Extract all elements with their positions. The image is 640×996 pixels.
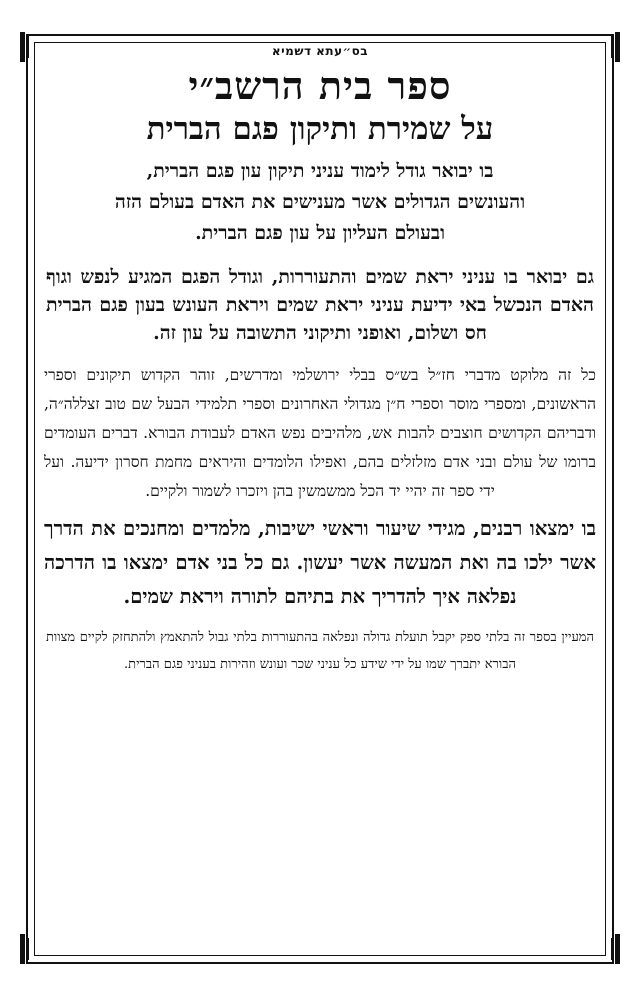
intro-line-2: והעונשים הגדולים אשר מענישים את האדם בעולם הזה [114, 191, 526, 213]
corner-ornament-top-right [608, 32, 620, 62]
book-subtitle: על שמירת ותיקון פגם הברית [146, 111, 494, 147]
corner-ornament-top-left [20, 32, 32, 62]
corner-ornament-bottom-right [608, 934, 620, 964]
sources-paragraph: כל זה מלוקט מדברי חז״ל בש״ס בבלי ירושלמי ומדרשים, זוהר הקדוש תיקונים וספרי הראשונים, ומספרי מוסר וספרי ח״ן מגדולי האחרונים וספרי תלמידי הבעל שם טוב זצללה״ה, ודבריהם הקדושים חוצבים להבות אש, מלהיבים נפש האדם לעבודת הבורא. דברים העומדים ברומו של עולם ובני אדם מזלזלים בהם, ואפילו הלומדים והיראים מחמת חסרון ידיעה. ועל ידי ספר זה יהיי יד הכל ממשמשין בהן ויזכרו לשמור ולקיים. [44, 366, 596, 500]
intro-paragraph [44, 156, 596, 249]
title-page-content [44, 42, 596, 678]
awakening-paragraph: גם יבואר בו עניני יראת שמים והתעוררות, וגודל הפגם המגיע לנפש וגוף האדם הנכשל באי ידיעת עניני יראת שמים ויראת העונש בעון פגם הברית חס ושלום, ואופני ותיקוני התשובה על עון זה. [46, 266, 594, 344]
invocation-text: בס״עתא דשמיא [271, 44, 369, 58]
book-title: ספר בית הרשב״י [188, 63, 452, 108]
educators-paragraph: בו ימצאו רבנים, מגידי שיעור וראשי ישיבות, מלמדים ומחנכים את הדרך אשר ילכו בה ואת המעשה אשר יעשון. גם כל בני אדם ימצאו בו הדרכה נפלאה איך להדריך את בתיהם לתורה ויראת שמים. [44, 517, 596, 608]
intro-line-1: בו יבואר גודל לימוד עניני תיקון עון פגם הברית, [146, 160, 494, 182]
closing-paragraph: המעיין בספר זה בלתי ספק יקבל תועלת גדולה ונפלאה בהתעוררות בלתי גבול להתאמץ ולהתחזק לקיים מצוות הבורא יתברך שמו על ידי שידע כל עניני שכר ועונש וזהירות בעניני פגם הברית. [46, 630, 594, 672]
intro-line-3: ובעולם העליון על עון פגם הברית. [195, 222, 445, 244]
corner-ornament-bottom-left [20, 934, 32, 964]
